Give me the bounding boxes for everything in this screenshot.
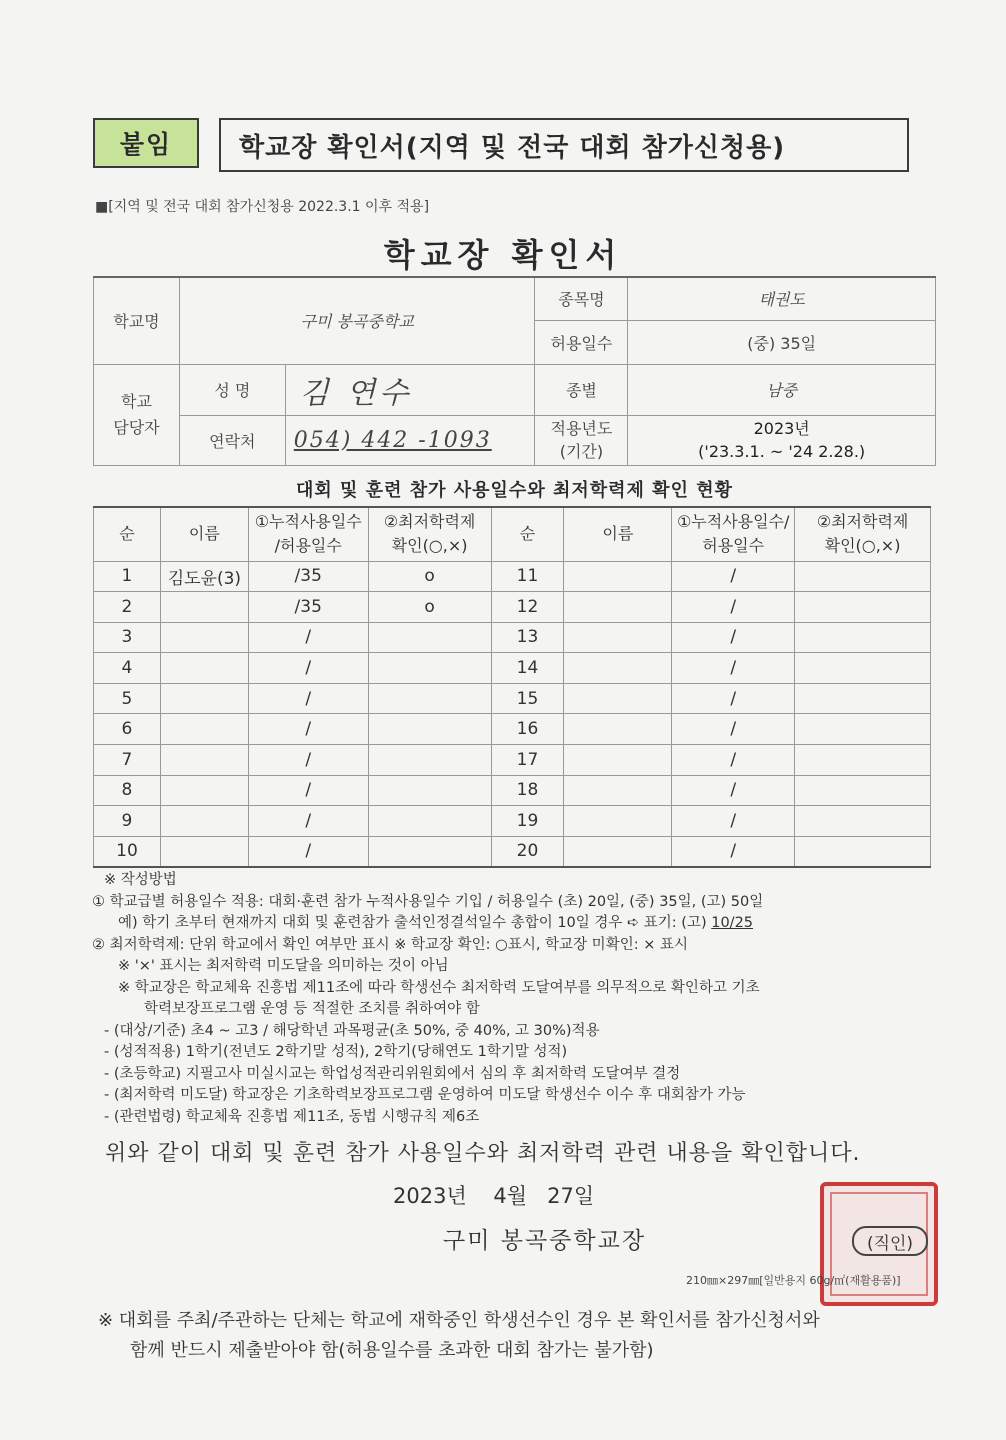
table-cell: /35: [248, 561, 368, 592]
table-cell: [795, 653, 931, 684]
table-row: [94, 653, 931, 684]
table-cell: [564, 745, 672, 776]
table-cell: 13: [491, 622, 564, 653]
table-cell: 14: [491, 653, 564, 684]
table-cell: 5: [94, 683, 161, 714]
table-cell: [368, 683, 491, 714]
table-cell: [795, 561, 931, 592]
applicability-note: ■[지역 및 전국 대회 참가신청용 2022.3.1 이후 적용]: [95, 199, 430, 215]
table-cell: /: [672, 836, 795, 867]
table-row: [94, 622, 931, 653]
instruction-line: ※ 학교장은 학교체육 진흥법 제11조에 따라 학생선수 최저학력 도달여부를 의무적으로 확인하고 기초: [118, 979, 760, 996]
instruction-line: ① 학교급별 허용일수 적용: 대회·훈련 참가 누적사용일수 기입 / 허용일수 (초) 20일, (중) 35일, (고) 50일: [92, 893, 764, 910]
header-cell: ①누적사용일수/ 허용일수: [672, 507, 795, 561]
table-cell: [564, 622, 672, 653]
signer-title: 구미 봉곡중학교장: [443, 1228, 647, 1254]
table-cell: /: [248, 683, 368, 714]
table-cell: [564, 653, 672, 684]
instruction-line: - (대상/기준) 초4 ~ 고3 / 해당학년 과목평균(초 50%, 중 40%, 고 30%)적용: [104, 1022, 600, 1039]
table-cell: [795, 714, 931, 745]
table-cell: /: [248, 622, 368, 653]
table-cell: /: [672, 683, 795, 714]
attachment-tag: 붙임: [93, 118, 199, 168]
example-value: 10/25: [711, 915, 754, 931]
header-cell: ②최저학력제 확인(○,×): [368, 507, 491, 561]
table-cell: 17: [491, 745, 564, 776]
table-cell: 9: [94, 806, 161, 837]
table-cell: [795, 836, 931, 867]
table-cell: [160, 592, 248, 623]
instruction-line: - (최저학력 미도달) 학교장은 기초학력보장프로그램 운영하여 미도달 학생선수 이수 후 대회참가 가능: [104, 1087, 746, 1103]
year-label: 적용년도 (기간): [535, 415, 628, 465]
seal-label: (직인): [852, 1226, 928, 1256]
table-cell: [564, 561, 672, 592]
table-cell: [368, 836, 491, 867]
table-cell: [795, 683, 931, 714]
table-cell: [564, 836, 672, 867]
instruction-line: - (초등학교) 지필고사 미실시교는 학업성적관리위원회에서 심의 후 최저학력 도달여부 결정: [104, 1065, 681, 1082]
instruction-line: - (성적적용) 1학기(전년도 2학기말 성적), 2학기(당해연도 1학기말 성적): [104, 1044, 568, 1060]
table-cell: [368, 745, 491, 776]
confirmation-statement: 위와 같이 대회 및 훈련 참가 사용일수와 최저학력 관련 내용을 확인합니다.: [105, 1141, 861, 1166]
table-cell: /: [672, 775, 795, 806]
instruction-line: - (관련법령) 학교체육 진흥법 제11조, 동법 시행규칙 제6조: [104, 1108, 480, 1125]
table-cell: [160, 836, 248, 867]
table-cell: 11: [491, 561, 564, 592]
header-cell: ①누적사용일수 /허용일수: [248, 507, 368, 561]
table-cell: [564, 592, 672, 623]
table-cell: /: [672, 806, 795, 837]
header-cell: 순: [94, 507, 161, 561]
school-name-value: 구미 봉곡중학교: [179, 277, 535, 364]
table-cell: [160, 622, 248, 653]
header-cell: 이름: [564, 507, 672, 561]
instruction-line: 학력보장프로그램 운영 등 적절한 조치를 취하여야 함: [144, 1001, 480, 1017]
table-cell: [160, 683, 248, 714]
table-cell: 1: [94, 561, 161, 592]
table-cell: /: [248, 775, 368, 806]
table-row: [94, 561, 931, 592]
table-cell: [160, 806, 248, 837]
table-cell: /: [672, 653, 795, 684]
table-header-row: [94, 507, 931, 561]
table-cell: [160, 714, 248, 745]
table-cell: o: [368, 561, 491, 592]
notice-line: ※ 대회를 주최/주관하는 단체는 학교에 재학중인 학생선수인 경우 본 확인서를 참가신청서와: [98, 1310, 820, 1331]
table-cell: [368, 775, 491, 806]
instruction-line: ※ '×' 표시는 최저학력 미도달을 의미하는 것이 아님: [118, 958, 449, 974]
table-cell: [564, 806, 672, 837]
manager-name-label: 성 명: [179, 364, 285, 415]
table-title: 대회 및 훈련 참가 사용일수와 최저학력제 확인 현황: [295, 480, 733, 501]
table-cell: [564, 775, 672, 806]
table-row: [94, 592, 931, 623]
allowed-days-value: (중) 35일: [628, 320, 936, 364]
table-cell: 8: [94, 775, 161, 806]
table-cell: [160, 653, 248, 684]
signing-date: 2023년 4월 27일: [393, 1184, 595, 1208]
table-cell: [795, 745, 931, 776]
instructions: [92, 870, 942, 1128]
header-cell: 이름: [160, 507, 248, 561]
usage-table: [93, 506, 931, 868]
notice-line: 함께 반드시 제출받아야 함(허용일수를 초과한 대회 참가는 불가함): [130, 1340, 654, 1361]
table-cell: 6: [94, 714, 161, 745]
table-cell: [368, 806, 491, 837]
instruction-line: ② 최저학력제: 단위 학교에서 확인 여부만 표시 ※ 학교장 확인: ○표시, 학교장 미확인: × 표시: [92, 936, 688, 953]
table-row: [94, 683, 931, 714]
table-cell: [795, 622, 931, 653]
table-cell: 12: [491, 592, 564, 623]
table-cell: [795, 775, 931, 806]
header-cell: 순: [491, 507, 564, 561]
category-value: 남중: [628, 364, 936, 415]
table-cell: 20: [491, 836, 564, 867]
table-cell: /: [248, 836, 368, 867]
table-cell: /: [672, 622, 795, 653]
table-cell: /: [672, 561, 795, 592]
table-cell: [368, 622, 491, 653]
category-label: 종별: [535, 364, 628, 415]
table-cell: /: [248, 714, 368, 745]
table-cell: 18: [491, 775, 564, 806]
table-cell: [368, 653, 491, 684]
table-cell: [795, 806, 931, 837]
table-row: [94, 714, 931, 745]
table-cell: 19: [491, 806, 564, 837]
table-cell: /35: [248, 592, 368, 623]
manager-label: 학교 담당자: [94, 364, 180, 465]
table-cell: /: [248, 653, 368, 684]
table-cell: 16: [491, 714, 564, 745]
sport-label: 종목명: [535, 277, 628, 320]
allowed-days-label: 허용일수: [535, 320, 628, 364]
period-value: ('23.3.1. ~ '24 2.28.): [698, 442, 866, 461]
header-cell: ②최저학력제 확인(○,×): [795, 507, 931, 561]
table-cell: [160, 775, 248, 806]
school-info-table: [93, 276, 936, 466]
table-cell: 4: [94, 653, 161, 684]
table-cell: [795, 592, 931, 623]
table-row: [94, 836, 931, 867]
table-cell: [564, 714, 672, 745]
contact-label: 연락처: [179, 415, 285, 465]
submission-notice: [98, 1306, 948, 1366]
table-cell: /: [672, 745, 795, 776]
table-cell: 3: [94, 622, 161, 653]
table-cell: /: [248, 745, 368, 776]
table-cell: /: [248, 806, 368, 837]
contact-value: 054) 442 -1093: [293, 427, 492, 453]
table-cell: /: [672, 592, 795, 623]
sport-value: 태권도: [628, 277, 936, 320]
paper-spec: 210㎜×297㎜[일반용지 60g/㎡(재활용품)]: [686, 1274, 901, 1287]
school-name-label: 학교명: [94, 277, 180, 364]
table-cell: 7: [94, 745, 161, 776]
manager-name-value: 김 연수: [299, 375, 413, 411]
instruction-line: 예) 학기 초부터 현재까지 대회 및 훈련참가 출석인정결석일수 총합이 10일 경우 ➪ 표기: (고) 10/25: [118, 915, 754, 931]
table-cell: /: [672, 714, 795, 745]
table-cell: [564, 683, 672, 714]
year-value: 2023년: [753, 419, 810, 438]
table-cell: o: [368, 592, 491, 623]
instructions-heading: ※ 작성방법: [104, 872, 177, 888]
document-title: 학교장 확인서: [383, 236, 623, 274]
table-row: [94, 806, 931, 837]
table-cell: 2: [94, 592, 161, 623]
table-row: [94, 745, 931, 776]
table-cell: 15: [491, 683, 564, 714]
table-cell: 김도윤(3): [160, 561, 248, 592]
form-header-title: 학교장 확인서(지역 및 전국 대회 참가신청용): [219, 118, 909, 172]
table-row: [94, 775, 931, 806]
table-cell: [368, 714, 491, 745]
table-cell: 10: [94, 836, 161, 867]
table-cell: [160, 745, 248, 776]
